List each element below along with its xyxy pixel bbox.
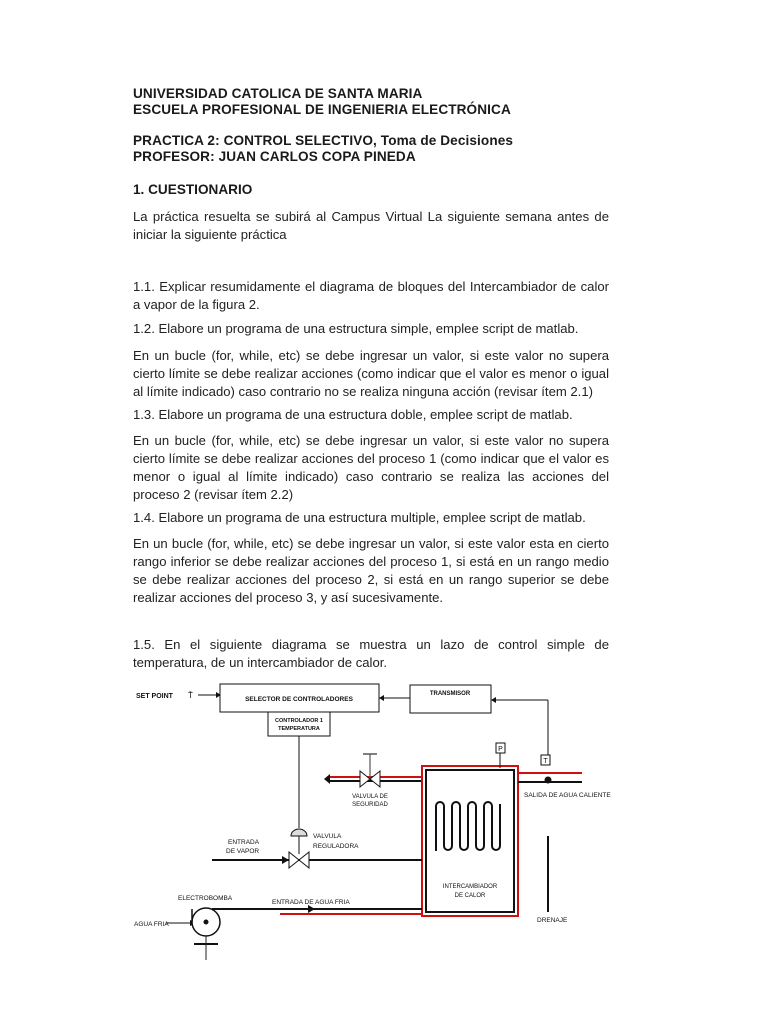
university-name: UNIVERSIDAD CATOLICA DE SANTA MARIA [133,86,423,101]
electropump-shaft [204,920,209,925]
steam-in-label-2: DE VAPOR [226,848,260,855]
reg-valve-label-2: REGULADORA [313,843,359,850]
section-title: 1. CUESTIONARIO [133,182,253,197]
controller-label-1: CONTROLADOR 1 [275,718,323,724]
exchanger-label-1: INTERCAMBIADOR [442,884,498,890]
heat-exchanger-diagram [130,676,620,966]
school-name: ESCUELA PROFESIONAL DE INGENIERIA ELECTRÓNICA [133,102,511,117]
question-1-5: 1.5. En el siguiente diagrama se muestra un lazo de control simple de temperatura, de un intercambiador de calor. [133,637,609,670]
selector-arrowhead [379,695,384,701]
transmitter-block [410,685,491,713]
pump-label: ELECTROBOMBA [178,895,233,902]
intro-paragraph: La práctica resuelta se subirá al Campus Virtual La siguiente semana antes de iniciar la siguiente práctica [133,209,609,242]
safety-outlet-arrowhead [324,774,330,784]
question-1-3: 1.3. Elabore un programa de una estructura doble, emplee script de matlab. [133,407,573,422]
regulating-valve-body [289,852,309,868]
reg-valve-label-1: VALVULA [313,833,342,840]
transmitter-arrowhead [491,697,496,703]
question-1-2-detail: En un bucle (for, while, etc) se debe ingresar un valor, si este valor no supera cierto límite se debe realizar acciones (como indicar que el valor es menor o igual al límite indicado) caso contrario no se realiza ninguna acción (revisar ítem 2.1) [133,348,609,399]
regulating-valve-actuator [291,829,307,836]
steam-in-label-1: ENTRADA [228,839,260,846]
question-1-1: 1.1. Explicar resumidamente el diagrama de bloques del Intercambiador de calor a vapor de la figura 2. [133,279,609,312]
safety-valve-label-1: VALVULA DE [352,794,388,800]
cold-water-label: AGUA FRIA [134,921,169,928]
set-point-label: SET POINT [136,693,173,700]
exchanger-label-2: DE CALOR [454,893,486,899]
temperature-sensor-label: T [543,758,548,765]
selector-label: SELECTOR DE CONTROLADORES [245,696,353,703]
question-1-4-detail: En un bucle (for, while, etc) se debe ingresar un valor, si este valor esta en cierto rango inferior se debe realizar acciones del proceso 1, si está en un rango medio se debe realizar acciones del proceso 2, si está en un rango superior se debe realizar acciones del proceso 3, y así sucesivamente. [133,536,609,605]
transmitter-label: TRANSMISOR [429,691,471,697]
pressure-sensor-label: P [498,746,503,753]
steam-arrowhead [282,856,289,864]
cold-water-in-label: ENTRADA DE AGUA FRIA [272,899,350,906]
cold-water-arrowhead [308,905,315,913]
hot-water-label: SALIDA DE AGUA CALIENTE [524,792,611,799]
drain-label: DRENAJE [537,917,568,924]
controller-label-2: TEMPERATURA [278,726,320,732]
professor-name: PROFESOR: JUAN CARLOS COPA PINEDA [133,149,416,164]
exchanger-coil [436,802,500,851]
question-1-4: 1.4. Elabore un programa de una estructura multiple, emplee script de matlab. [133,510,586,525]
controller-block [268,712,330,736]
question-1-2: 1.2. Elabore un programa de una estructura simple, emplee script de matlab. [133,321,579,336]
t-bar-label: T̄ [188,691,193,700]
question-1-3-detail: En un bucle (for, while, etc) se debe ingresar un valor, si este valor no supera cierto límite se debe realizar acciones del proceso 1 (como indicar que el valor es menor o igual al límite indicado) caso contrario se realiza las acciones del proceso 2 (revisar ítem 2.2) [133,433,609,502]
safety-valve-label-2: SEGURIDAD [352,802,388,808]
practice-title: PRACTICA 2: CONTROL SELECTIVO, Toma de Decisiones [133,133,514,148]
